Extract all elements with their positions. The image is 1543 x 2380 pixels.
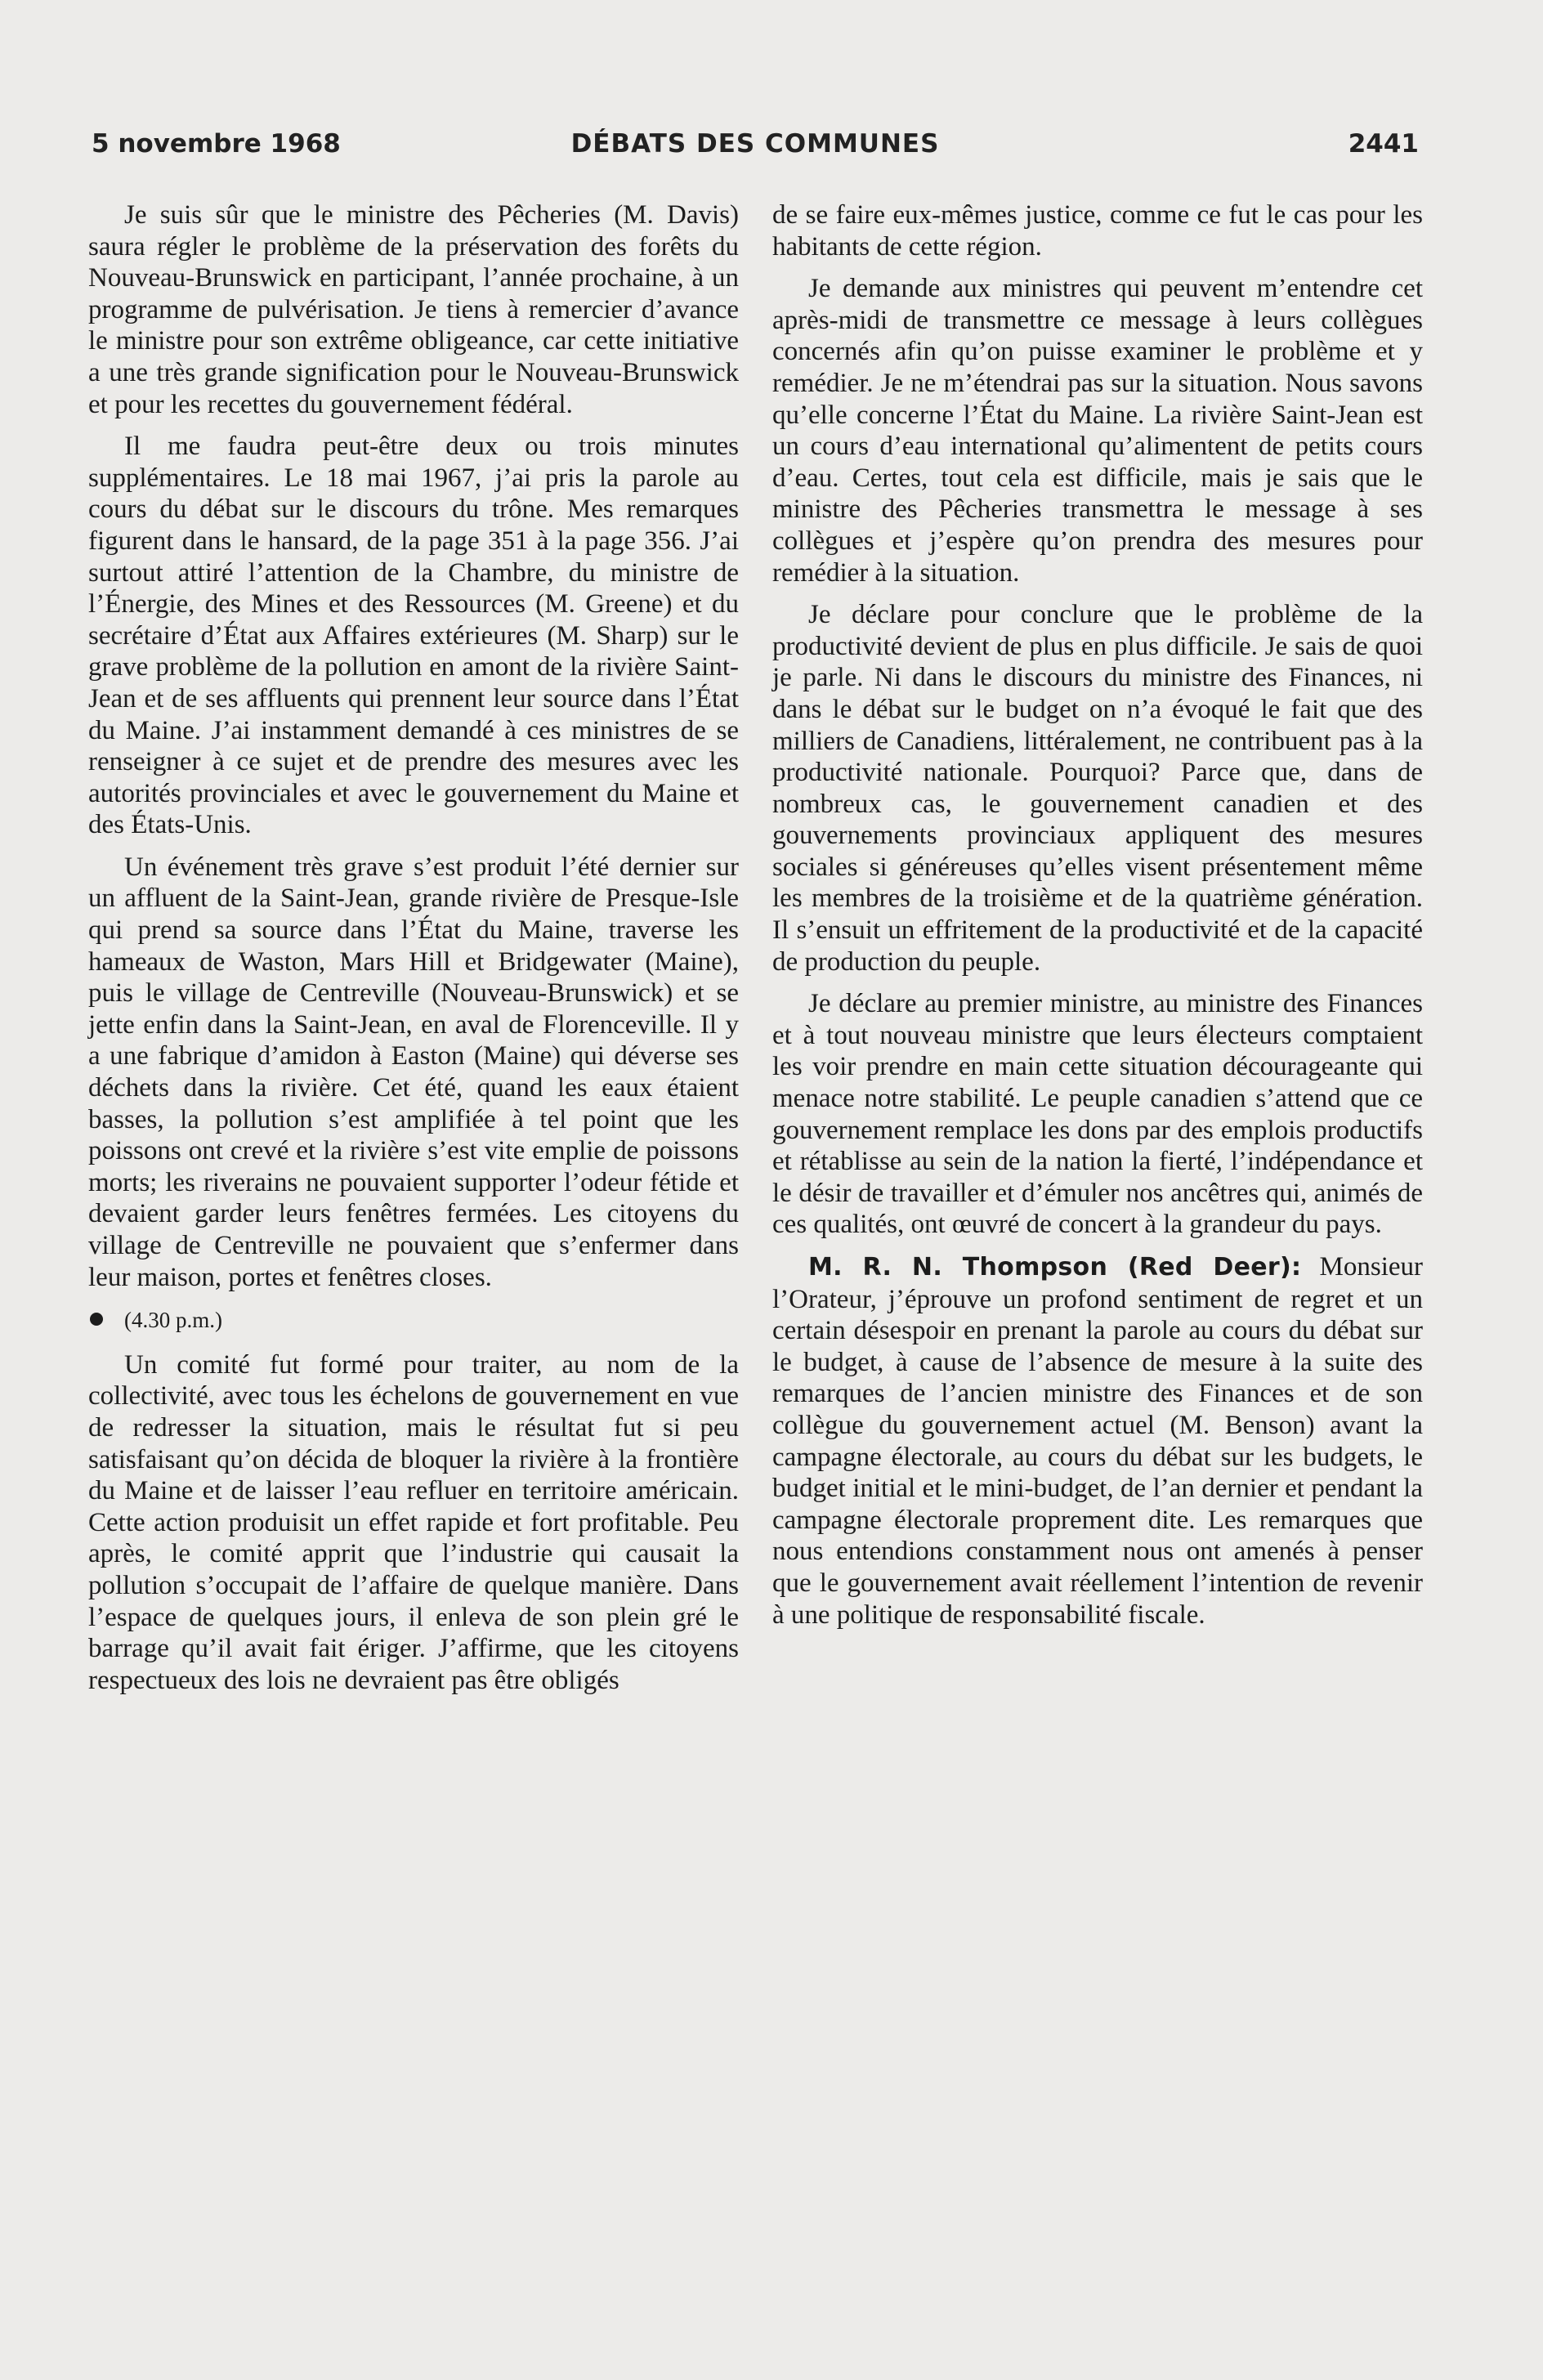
paragraph: Je suis sûr que le ministre des Pêcheries (M. Davis) saura régler le problème de la préservation des forêts du Nouveau-Brunswick en participant, l’année prochaine, à un programme de pulvérisation. Je tiens à remercier d’avance le ministre pour son extrême obligeance, car cette initiative a une très grande signification pour le Nouveau-Brunswick et pour les recettes du gouvernement fédéral. (88, 200, 739, 419)
time-marker (88, 1304, 739, 1336)
page-header (92, 129, 1419, 170)
paragraph: Je demande aux ministres qui peuvent m’entendre cet après-midi de transmettre ce message à leurs collègues concernés afin qu’on puisse examiner le problème et y remédier. Je ne m’étendrai pas sur la situation. Nous savons qu’elle concerne l’État du Maine. La rivière Saint-Jean est un cours d’eau international qu’alimentent de petits cours d’eau. Certes, tout cela est difficile, mais je sais que le ministre des Pêcheries transmettra le message à ses collègues et j’espère qu’on prendra des mesures pour remédier à la situation. (772, 274, 1423, 588)
speaker-name: M. R. N. Thompson (Red Deer): (808, 1253, 1302, 1282)
paragraph-continued: de se faire eux-mêmes justice, comme ce fut le cas pour les habitants de cette région. (772, 200, 1423, 262)
bullet-icon (90, 1313, 103, 1326)
speech-paragraph (772, 1251, 1423, 1631)
time-marker-text: (4.30 p.m.) (124, 1308, 222, 1333)
paragraph: Un événement très grave s’est produit l’été dernier sur un affluent de la Saint-Jean, grande rivière de Presque-Isle qui prend sa source dans l’État du Maine, traverse les hameaux de Waston, Mars Hill et Bridgewater (Maine), puis le village de Centreville (Nouveau-Brunswick) et se jette enfin dans la Saint-Jean, en aval de Florenceville. Il y a une fabrique d’amidon à Easton (Maine) qui déverse ses déchets dans la rivière. Cet été, quand les eaux étaient basses, la pollution s’est amplifiée à tel point que les poissons ont crevé et la rivière s’est vite emplie de poissons morts; les riverains ne pouvaient supporter l’odeur fétide et devaient garder leurs fenêtres fermées. Les citoyens du village de Centreville ne pouvaient que s’enfermer dans leur maison, portes et fenêtres closes. (88, 852, 739, 1292)
header-title: DÉBATS DES COMMUNES (570, 129, 940, 159)
header-date: 5 novembre 1968 (92, 129, 341, 159)
paragraph: Je déclare pour conclure que le problème de la productivité devient de plus en plus difficile. Je sais de quoi je parle. Ni dans le discours du ministre des Finances, ni dans le débat sur le budget on n’a évoqué le fait que des milliers de Canadiens, littéralement, ne contribuent pas à la productivité nationale. Pourquoi? Parce que, dans de nombreux cas, le gouvernement canadien et des gouvernements provinciaux appliquent des mesures sociales si généreuses qu’elles visent présentement même les membres de la troisième et de la quatrième génération. Il s’ensuit un effritement de la productivité et de la capacité de production du peuple. (772, 600, 1423, 977)
right-column (772, 199, 1423, 1641)
paragraph: Il me faudra peut-être deux ou trois minutes supplémentaires. Le 18 mai 1967, j’ai pris la parole au cours du débat sur le discours du trône. Mes remarques figurent dans le hansard, de la page 351 à la page 356. J’ai surtout attiré l’attention de la Chambre, du ministre de l’Énergie, des Mines et des Ressources (M. Greene) et du secrétaire d’État aux Affaires extérieures (M. Sharp) sur le grave problème de la pollution en amont de la rivière Saint-Jean et de ses affluents qui prennent leur source dans l’État du Maine. J’ai instamment demandé à ces ministres de se renseigner à ce sujet et de prendre des mesures avec les autorités provinciales et avec le gouvernement du Maine et des États-Unis. (88, 432, 739, 840)
paragraph: Je déclare au premier ministre, au ministre des Finances et à tout nouveau ministre que leurs électeurs comptaient les voir prendre en main cette situation décourageante qui menace notre stabilité. Le peuple canadien s’attend que ce gouvernement remplace les dons par des emplois productifs et rétablisse au sein de la nation la fierté, l’indépendance et le désir de travailler et d’émuler nos ancêtres qui, animés de ces qualités, ont œuvré de concert à la grandeur du pays. (772, 989, 1423, 1240)
page-number: 2441 (1348, 129, 1419, 159)
paragraph: Un comité fut formé pour traiter, au nom de la collectivité, avec tous les échelons de gouvernement en vue de redresser la situation, mais le résultat fut si peu satisfaisant qu’on décida de bloquer la rivière à la frontière du Maine et de laisser l’eau refluer en territoire américain. Cette action produisit un effet rapide et fort profitable. Peu après, le comité apprit que l’industrie qui causait la pollution s’occupait de l’affaire de quelque manière. Dans l’espace de quelques jours, il enleva de son plein gré le barrage qu’il avait fait ériger. J’affirme, que les citoyens respectueux des lois ne devraient pas être obligés (88, 1349, 739, 1695)
left-column (88, 199, 739, 1707)
speech-text: Monsieur l’Orateur, j’éprouve un profond sentiment de regret et un certain désespoir en prenant la parole au cours du débat sur le budget, à cause de l’absence de mesure à la suite des remarques de l’ancien ministre des Finances et de son collègue du gouvernement actuel (M. Benson) avant la campagne électorale, au cours du débat sur les budgets, le budget initial et le mini-budget, de l’an dernier et pendant la campagne électorale proprement dite. Les remarques que nous entendions constamment nous ont amenés à penser que le gouvernement avait réellement l’intention de revenir à une politique de responsabilité fiscale. (772, 1252, 1424, 1630)
